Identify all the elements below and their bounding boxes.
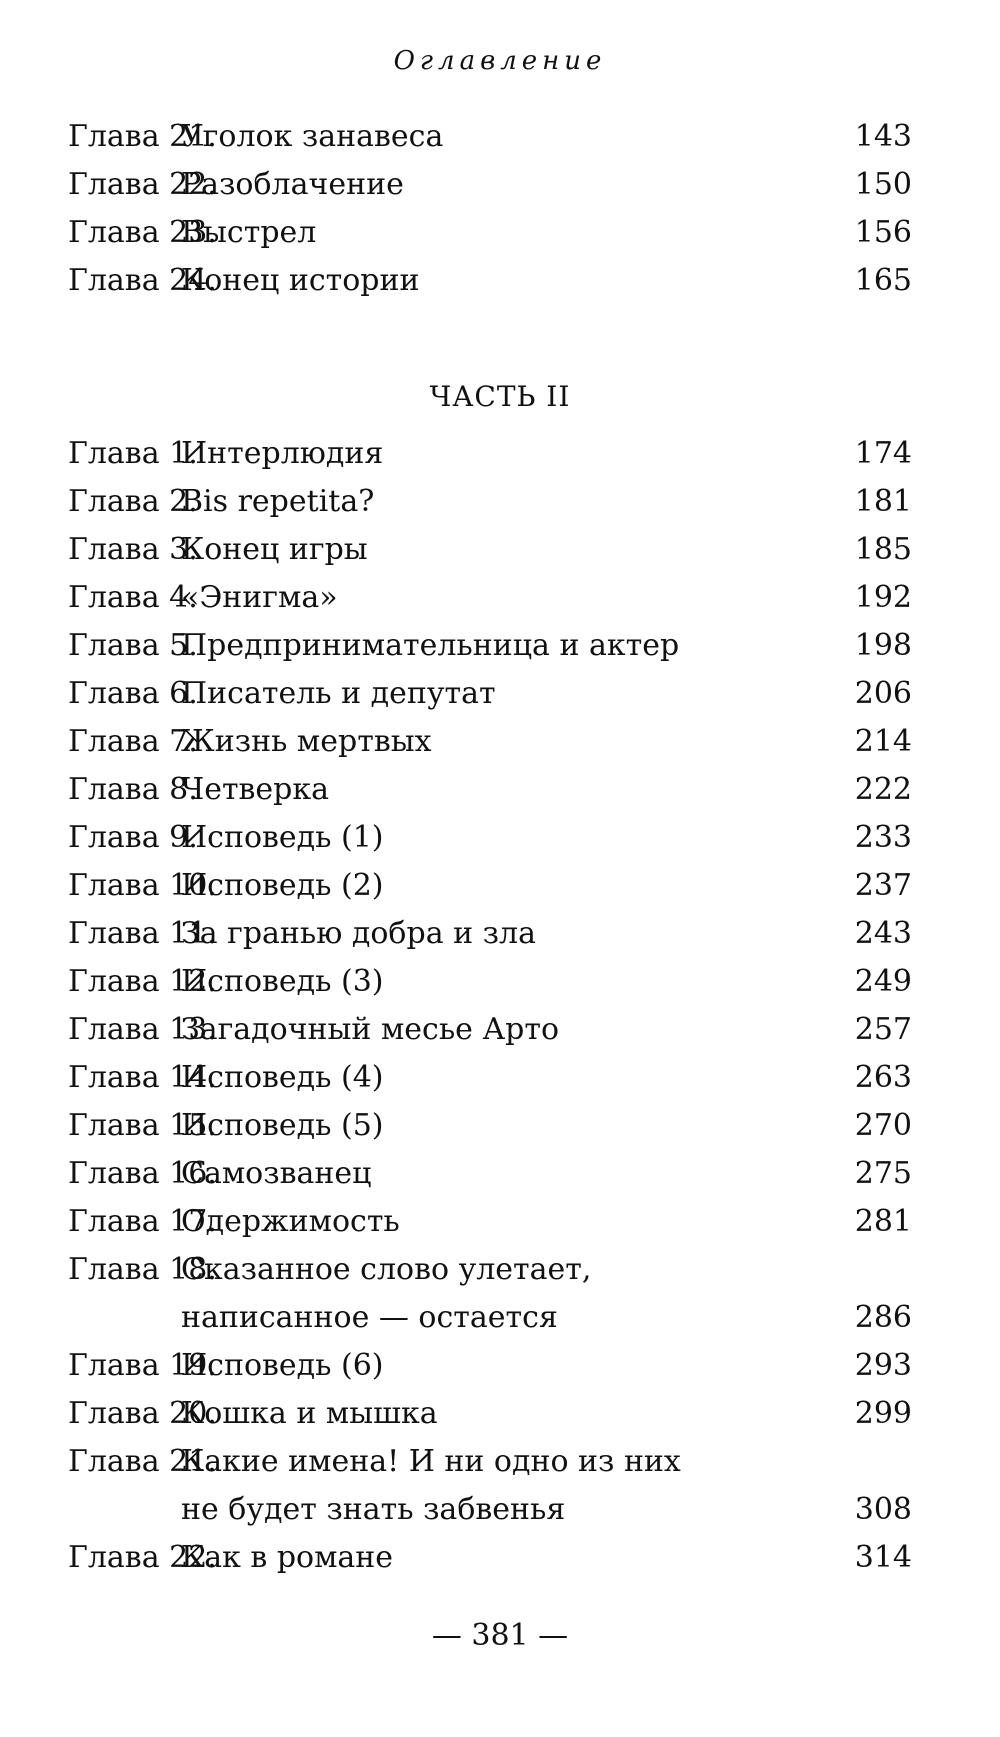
- toc-entry-title: Как в романе: [181, 1540, 394, 1575]
- toc-entry: [68, 1102, 912, 1150]
- toc-dot-leader: [394, 814, 842, 862]
- toc-entry-chapter-number: Глава 6.: [68, 676, 198, 711]
- toc-entry: [68, 910, 912, 958]
- toc-entry: [68, 622, 912, 670]
- toc-dot-leader: [339, 766, 842, 814]
- toc-dot-leader: [384, 478, 842, 526]
- toc-entry-chapter-number: Глава 11.: [68, 916, 217, 951]
- toc-entry-title: За гранью добра и зла: [181, 916, 536, 951]
- toc-entry-title: Какие имена! И ни одно из них: [181, 1444, 681, 1479]
- toc-dot-leader: [506, 670, 842, 718]
- toc-entry-title: написанное — остается: [181, 1300, 558, 1335]
- toc-entry: [68, 670, 912, 718]
- toc-entry: [68, 1006, 912, 1054]
- toc-entry-chapter-number: Глава 21.: [68, 119, 217, 154]
- toc-entry-page-number: 286: [849, 1294, 912, 1342]
- toc-dot-leader: [568, 1294, 842, 1342]
- toc-entry-page-number: 299: [849, 1390, 912, 1438]
- toc-dot-leader: [575, 1486, 842, 1534]
- toc-entry: [68, 1246, 912, 1294]
- toc-entry-page-number: 270: [849, 1102, 912, 1150]
- toc-entry-title: Выстрел: [181, 215, 317, 250]
- toc-dot-leader: [448, 1390, 842, 1438]
- toc-dot-leader: [326, 209, 842, 257]
- toc-entry-page-number: 150: [849, 161, 912, 209]
- toc-entry-chapter-number: Глава 1.: [68, 436, 198, 471]
- toc-dot-leader: [546, 910, 842, 958]
- toc-dot-leader: [414, 161, 842, 209]
- toc-entry-title: Исповедь (3): [181, 964, 384, 999]
- toc-entry-chapter-number: Глава 12.: [68, 964, 217, 999]
- toc-entry-title: «Энигма»: [181, 580, 338, 615]
- toc-entry: [68, 1438, 912, 1486]
- part-two-heading: ЧАСТЬ II: [429, 380, 571, 413]
- toc-entry-title: Кошка и мышка: [181, 1396, 438, 1431]
- toc-entry-title: Загадочный месье Арто: [181, 1012, 560, 1047]
- toc-entry-chapter-number: Глава 22.: [68, 167, 217, 202]
- toc-entry-title: Интерлюдия: [181, 436, 384, 471]
- toc-entry-chapter-number: Глава 16.: [68, 1156, 217, 1191]
- toc-entry: [68, 1486, 912, 1534]
- toc-dot-leader: [569, 1006, 842, 1054]
- toc-dot-leader: [442, 718, 842, 766]
- toc-entry: [68, 1294, 912, 1342]
- toc-entry-page-number: 308: [849, 1486, 912, 1534]
- toc-entry: [68, 430, 912, 478]
- running-head: Оглавление: [393, 46, 607, 76]
- toc-entry-chapter-number: Глава 4.: [68, 580, 198, 615]
- page-number-folio: — 381 —: [431, 1618, 569, 1653]
- toc-entry-chapter-number: Глава 7.: [68, 724, 198, 759]
- toc-dot-leader: [403, 1534, 842, 1582]
- toc-entry-page-number: 281: [849, 1198, 912, 1246]
- toc-dot-leader: [394, 1102, 842, 1150]
- toc-entry-chapter-number: Глава 14.: [68, 1060, 217, 1095]
- toc-entry: [68, 478, 912, 526]
- toc-dot-leader: [430, 257, 842, 305]
- toc-entry-title: Bis repetita?: [181, 484, 375, 519]
- toc-entry-page-number: 222: [849, 766, 912, 814]
- toc-entry-title: не будет знать забвенья: [181, 1492, 566, 1527]
- toc-entry-chapter-number: Глава 8.: [68, 772, 198, 807]
- toc-entry: [68, 1390, 912, 1438]
- toc-dot-leader: [394, 958, 842, 1006]
- toc-entry-page-number: 249: [849, 958, 912, 1006]
- toc-entry: [68, 766, 912, 814]
- toc-part-two: [68, 430, 912, 1582]
- toc-entry-chapter-number: Глава 18.: [68, 1252, 217, 1287]
- toc-entry: [68, 1198, 912, 1246]
- toc-entry-chapter-number: Глава 9.: [68, 820, 198, 855]
- toc-dot-leader: [453, 113, 842, 161]
- toc-entry-title: Самозванец: [181, 1156, 372, 1191]
- toc-entry-page-number: 192: [849, 574, 912, 622]
- toc-entry-title: Исповедь (6): [181, 1348, 384, 1383]
- toc-entry-page-number: 206: [849, 670, 912, 718]
- toc-entry-page-number: 293: [849, 1342, 912, 1390]
- toc-entry-title: Исповедь (1): [181, 820, 384, 855]
- toc-entry: [68, 1054, 912, 1102]
- toc-entry-title: Исповедь (4): [181, 1060, 384, 1095]
- toc-entry-chapter-number: Глава 5.: [68, 628, 198, 663]
- toc-entry-page-number: 233: [849, 814, 912, 862]
- toc-entry: [68, 257, 912, 305]
- toc-entry: [68, 1150, 912, 1198]
- toc-entry-title: Четверка: [181, 772, 330, 807]
- toc-entry-chapter-number: Глава 10.: [68, 868, 217, 903]
- toc-entry-chapter-number: Глава 22.: [68, 1540, 217, 1575]
- toc-entry: [68, 526, 912, 574]
- toc-entry-title: Конец игры: [181, 532, 368, 567]
- toc-entry-chapter-number: Глава 19.: [68, 1348, 217, 1383]
- toc-dot-leader: [381, 1150, 842, 1198]
- toc-entry: [68, 1534, 912, 1582]
- toc-part-one-tail: [68, 113, 912, 305]
- toc-entry-title: Исповедь (5): [181, 1108, 384, 1143]
- toc-entry-chapter-number: Глава 3.: [68, 532, 198, 567]
- toc-entry-chapter-number: Глава 2.: [68, 484, 198, 519]
- toc-entry-chapter-number: Глава 23.: [68, 215, 217, 250]
- toc-entry-title: Разоблачение: [181, 167, 404, 202]
- toc-entry-title: Исповедь (2): [181, 868, 384, 903]
- toc-entry-chapter-number: Глава 13.: [68, 1012, 217, 1047]
- toc-entry-title: Писатель и депутат: [181, 676, 496, 711]
- toc-entry-page-number: 174: [849, 430, 912, 478]
- toc-dot-leader: [394, 1054, 842, 1102]
- toc-dot-leader: [689, 622, 842, 670]
- toc-entry: [68, 574, 912, 622]
- toc-entry-title: Уголок занавеса: [181, 119, 444, 154]
- toc-entry: [68, 113, 912, 161]
- toc-entry-title: Жизнь мертвых: [181, 724, 432, 759]
- toc-dot-leader: [393, 430, 842, 478]
- toc-entry: [68, 814, 912, 862]
- toc-entry-chapter-number: Глава 24.: [68, 263, 217, 298]
- toc-dot-leader: [378, 526, 842, 574]
- toc-entry: [68, 958, 912, 1006]
- toc-entry-chapter-number: Глава 15.: [68, 1108, 217, 1143]
- toc-entry-chapter-number: Глава 20.: [68, 1396, 217, 1431]
- toc-entry-page-number: 198: [849, 622, 912, 670]
- toc-entry-page-number: 275: [849, 1150, 912, 1198]
- toc-entry-page-number: 237: [849, 862, 912, 910]
- toc-entry-page-number: 257: [849, 1006, 912, 1054]
- toc-dot-leader: [394, 1342, 842, 1390]
- toc-entry-title: Одержимость: [181, 1204, 400, 1239]
- toc-entry-page-number: 156: [849, 209, 912, 257]
- toc-entry-title: Конец истории: [181, 263, 420, 298]
- toc-entry-chapter-number: Глава 17.: [68, 1204, 217, 1239]
- toc-entry-page-number: 243: [849, 910, 912, 958]
- toc-entry-title: Предпринимательница и актер: [181, 628, 680, 663]
- toc-dot-leader: [410, 1198, 842, 1246]
- toc-entry-page-number: 143: [849, 113, 912, 161]
- toc-entry-title: Сказанное слово улетает,: [181, 1252, 592, 1287]
- toc-dot-leader: [348, 574, 842, 622]
- toc-entry: [68, 862, 912, 910]
- toc-entry-page-number: 185: [849, 526, 912, 574]
- toc-entry: [68, 161, 912, 209]
- toc-entry-page-number: 165: [849, 257, 912, 305]
- toc-entry-page-number: 214: [849, 718, 912, 766]
- toc-entry: [68, 718, 912, 766]
- toc-entry-page-number: 263: [849, 1054, 912, 1102]
- toc-entry-chapter-number: Глава 21.: [68, 1444, 217, 1479]
- toc-dot-leader: [394, 862, 842, 910]
- toc-entry-page-number: 181: [849, 478, 912, 526]
- toc-entry-page-number: 314: [849, 1534, 912, 1582]
- toc-entry: [68, 209, 912, 257]
- toc-entry: [68, 1342, 912, 1390]
